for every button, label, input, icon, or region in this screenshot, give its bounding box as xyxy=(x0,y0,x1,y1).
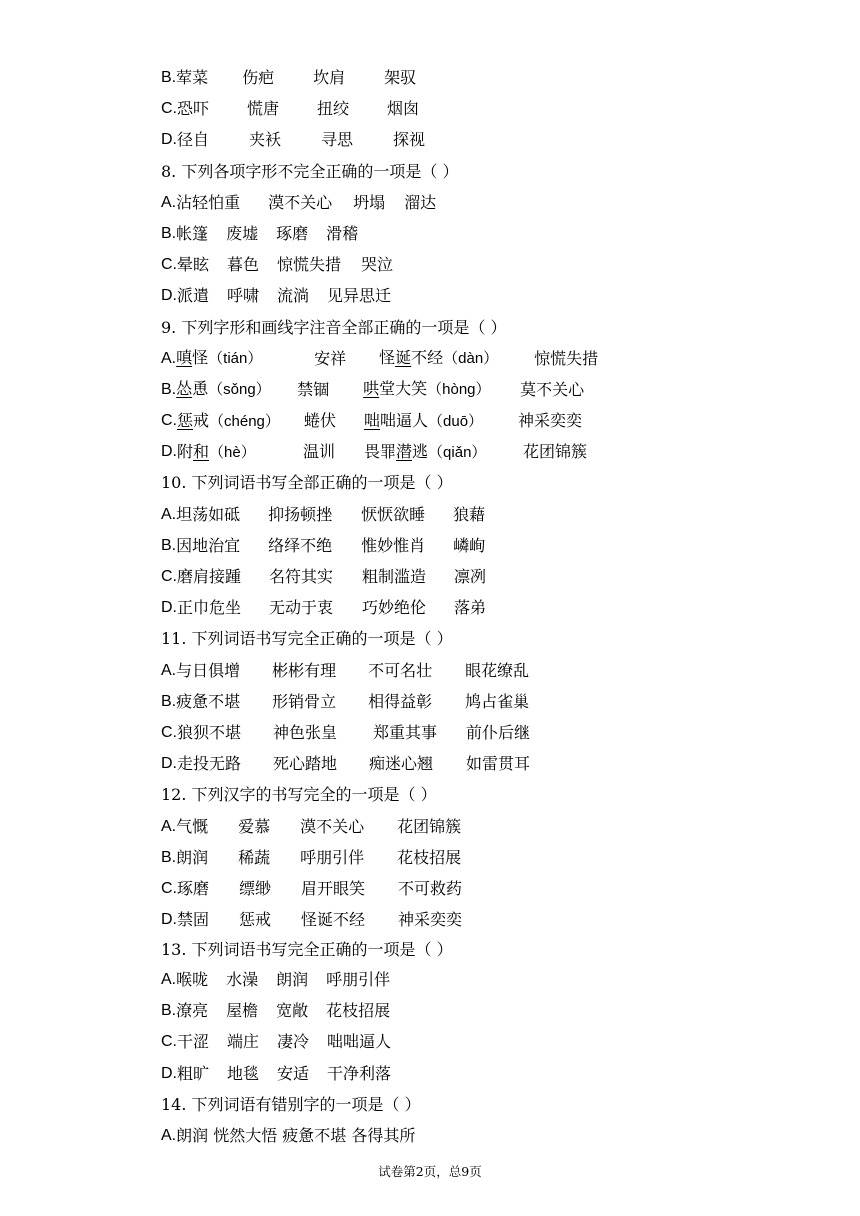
option-word: 气慨 xyxy=(176,816,209,836)
option-word: 花团锦簇 xyxy=(523,442,588,462)
option-letter: C. xyxy=(161,723,177,741)
option-word: 扭绞 xyxy=(317,99,350,119)
question-14 xyxy=(161,1089,821,1151)
option-word: 哭泣 xyxy=(361,255,394,275)
option-row xyxy=(161,873,821,904)
option-word: 郑重其事 xyxy=(373,722,438,742)
option-row xyxy=(161,904,821,935)
option-word: 巧妙绝伦 xyxy=(362,598,427,618)
option-word: 寻思 xyxy=(321,130,354,150)
option-word: 慌唐 xyxy=(247,99,280,119)
option-letter: D. xyxy=(161,443,177,461)
option-row xyxy=(161,842,821,873)
option-word: 见异思迁 xyxy=(327,286,392,306)
option-word: 喉咙 xyxy=(176,970,209,990)
option-word: 温训 xyxy=(303,442,336,462)
option-row xyxy=(161,93,821,124)
question-stem: 12. 下列汉字的书写完全的一项是（ ） xyxy=(161,785,437,805)
option-letter: D. xyxy=(161,911,177,929)
option-letter: C. xyxy=(161,100,177,118)
option-letter: B. xyxy=(161,69,177,86)
option-word: 无动于衷 xyxy=(269,598,334,618)
option-word: 花枝招展 xyxy=(326,1001,391,1021)
option-word: 伤疤 xyxy=(242,68,275,87)
option-word: 疲惫不堪 xyxy=(176,691,241,711)
question-stem: 11. 下列词语书写完全正确的一项是（ ） xyxy=(161,629,453,649)
option-word: 溜达 xyxy=(404,192,437,212)
option-word: 呼朋引伴 xyxy=(326,970,391,990)
option-word: 漠不关心 xyxy=(268,192,333,212)
option-word: 因地治宜 xyxy=(176,535,241,555)
option-row xyxy=(161,592,821,623)
option-word: 缥缈 xyxy=(239,878,272,898)
option-entry: 怪诞不经（dàn） xyxy=(379,348,499,368)
option-word: 磨肩接踵 xyxy=(177,567,242,586)
option-entry: 畏罪潜逃（qiǎn） xyxy=(364,441,487,461)
option-word: 潦亮 xyxy=(176,1001,209,1021)
option-word: 探视 xyxy=(393,130,426,150)
underlined-char: 诞 xyxy=(395,348,412,368)
option-word: 不可名壮 xyxy=(368,660,433,680)
option-word: 恹恹欲睡 xyxy=(361,504,426,524)
option-row xyxy=(161,1026,821,1057)
option-word: 坍塌 xyxy=(353,192,386,212)
exam-page-content xyxy=(161,62,821,1151)
option-word: 粗制滥造 xyxy=(362,567,427,586)
question-stem: 9. 下列字形和画线字注音全部正确的一项是（ ） xyxy=(161,317,507,337)
option-word: 惊慌失措 xyxy=(534,348,599,368)
option-word: 禁锢 xyxy=(297,379,330,399)
option-word: 稀蔬 xyxy=(238,847,271,867)
option-letter: A. xyxy=(161,817,177,835)
question-7-options xyxy=(161,62,821,156)
option-row xyxy=(161,499,821,530)
option-letter: A. xyxy=(161,349,177,367)
option-word: 夹袄 xyxy=(249,130,282,150)
option-word: 荤菜 xyxy=(176,68,209,87)
option-word: 安适 xyxy=(277,1063,310,1083)
option-word: 落弟 xyxy=(454,598,487,618)
option-word: 相得益彰 xyxy=(368,691,433,711)
option-entry: 附和（hè） xyxy=(177,441,256,461)
option-word: 漠不关心 xyxy=(300,816,365,836)
option-word: 径自 xyxy=(177,130,210,150)
option-word: 死心踏地 xyxy=(273,754,338,774)
option-letter: A. xyxy=(161,971,177,989)
option-row xyxy=(161,124,821,155)
option-row xyxy=(161,811,821,842)
option-row xyxy=(161,965,821,995)
option-word: 神采奕奕 xyxy=(398,910,463,930)
option-letter: C. xyxy=(161,879,177,897)
option-word: 前仆后继 xyxy=(466,722,531,742)
option-word: 神采奕奕 xyxy=(518,411,583,431)
option-word: 朗润 xyxy=(276,970,309,990)
option-word: 宽敞 xyxy=(276,1001,309,1021)
pinyin: （hòng） xyxy=(427,381,491,399)
option-word: 琢磨 xyxy=(177,878,210,898)
option-letter: D. xyxy=(161,1064,177,1082)
option-row xyxy=(161,995,821,1026)
option-row xyxy=(161,405,821,436)
option-word: 安祥 xyxy=(314,348,347,368)
option-word: 惊慌失措 xyxy=(277,255,342,275)
option-word: 与日俱增 xyxy=(176,660,241,680)
option-word: 爱慕 xyxy=(238,816,271,836)
option-row xyxy=(161,748,821,779)
underlined-char: 惩 xyxy=(177,410,194,430)
option-word: 架驭 xyxy=(384,68,417,87)
option-letter: A. xyxy=(161,1127,177,1144)
option-word: 鸠占雀巢 xyxy=(465,691,530,711)
option-letter: C. xyxy=(161,256,177,274)
option-row xyxy=(161,1120,821,1151)
option-word: 正巾危坐 xyxy=(177,598,242,618)
option-word: 废墟 xyxy=(226,223,259,243)
option-letter: D. xyxy=(161,131,177,149)
question-11 xyxy=(161,623,821,779)
option-row xyxy=(161,374,821,405)
option-letter: B. xyxy=(161,692,177,710)
pinyin: （qiǎn） xyxy=(428,443,487,461)
option-word: 呼朋引伴 xyxy=(300,847,365,867)
option-row xyxy=(161,561,821,592)
option-word: 暮色 xyxy=(227,255,260,275)
underlined-char: 嗔 xyxy=(176,348,193,368)
option-letter: C. xyxy=(161,412,177,430)
option-entry: 怂恿（sǒng） xyxy=(176,379,271,399)
option-word: 络绎不绝 xyxy=(268,535,333,555)
option-word: 流淌 xyxy=(277,286,310,306)
option-row xyxy=(161,343,821,374)
option-row xyxy=(161,717,821,748)
option-row xyxy=(161,280,821,311)
option-word: 走投无路 xyxy=(177,754,242,774)
option-word: 痴迷心翘 xyxy=(369,754,434,774)
option-entry: 嗔怪（tián） xyxy=(176,348,263,368)
option-word: 粗旷 xyxy=(177,1063,210,1083)
option-word: 眼花缭乱 xyxy=(465,660,530,680)
option-word: 狼狈不堪 xyxy=(177,722,242,742)
pinyin: （duō） xyxy=(428,412,484,430)
option-word: 狼藉 xyxy=(453,504,486,524)
option-word: 坎肩 xyxy=(313,68,346,87)
option-word: 禁固 xyxy=(177,910,210,930)
option-word: 惩戒 xyxy=(239,910,272,930)
option-letter: A. xyxy=(161,661,177,679)
option-row xyxy=(161,655,821,686)
option-row xyxy=(161,530,821,561)
option-word: 如雷贯耳 xyxy=(466,754,531,774)
question-9 xyxy=(161,312,821,468)
pinyin: （chéng） xyxy=(209,412,280,430)
option-word: 花团锦簇 xyxy=(397,816,462,836)
option-word: 地毯 xyxy=(227,1063,260,1083)
option-letter: A. xyxy=(161,505,177,523)
option-word: 眉开眼笑 xyxy=(301,878,366,898)
option-word: 怪诞不经 xyxy=(301,910,366,930)
underlined-char: 潜 xyxy=(396,441,413,461)
option-word: 花枝招展 xyxy=(397,847,462,867)
option-row xyxy=(161,62,821,93)
question-10 xyxy=(161,467,821,623)
option-row xyxy=(161,249,821,280)
option-letter: D. xyxy=(161,287,177,305)
pinyin: （dàn） xyxy=(443,350,499,368)
option-word: 恐吓 xyxy=(177,99,210,119)
option-word: 琢磨 xyxy=(276,223,309,243)
option-word: 神色张皇 xyxy=(273,722,338,742)
option-word: 呼啸 xyxy=(227,286,260,306)
option-letter: C. xyxy=(161,1033,177,1051)
question-12 xyxy=(161,779,821,935)
underlined-char: 和 xyxy=(193,441,210,461)
option-word: 晕眩 xyxy=(177,255,210,275)
question-13 xyxy=(161,935,821,1089)
pinyin: （hè） xyxy=(209,443,256,461)
question-stem: 10. 下列词语书写全部正确的一项是（ ） xyxy=(161,473,453,493)
option-word: 坦荡如砥 xyxy=(176,504,241,524)
option-letter: B. xyxy=(161,536,177,554)
option-row xyxy=(161,187,821,218)
option-word: 沾轻怕重 xyxy=(176,192,241,212)
option-letter: B. xyxy=(161,380,177,398)
option-word: 干净利落 xyxy=(327,1063,392,1083)
option-letter: A. xyxy=(161,193,177,211)
question-stem: 14. 下列词语有错别字的一项是（ ） xyxy=(161,1094,421,1114)
pinyin: （sǒng） xyxy=(208,381,271,399)
option-word: 不可救药 xyxy=(398,878,463,898)
option-letter: D. xyxy=(161,755,177,773)
option-word: 彬彬有理 xyxy=(272,660,337,680)
page-footer: 试卷第2页，总9页 xyxy=(378,1164,482,1179)
option-word: 屋檐 xyxy=(226,1001,259,1021)
option-entry: 哄堂大笑（hòng） xyxy=(363,379,491,399)
option-text: 朗润 恍然大悟 疲惫不堪 各得其所 xyxy=(176,1126,416,1145)
underlined-char: 哄 xyxy=(363,379,380,399)
underlined-char: 咄 xyxy=(364,410,381,430)
option-word: 咄咄逼人 xyxy=(327,1032,392,1052)
question-stem: 13. 下列词语书写完全正确的一项是（ ） xyxy=(161,940,453,960)
option-row xyxy=(161,1058,821,1089)
option-row xyxy=(161,218,821,249)
option-word: 凄冷 xyxy=(277,1032,310,1052)
option-word: 形销骨立 xyxy=(272,691,337,711)
option-word: 滑稽 xyxy=(326,223,359,243)
option-letter: B. xyxy=(161,848,177,866)
option-word: 惟妙惟肖 xyxy=(361,535,426,555)
question-stem: 8. 下列各项字形不完全正确的一项是（ ） xyxy=(161,161,459,181)
option-letter: B. xyxy=(161,1002,177,1020)
option-entry: 惩戒（chéng） xyxy=(177,410,280,430)
option-word: 帐篷 xyxy=(176,223,209,243)
question-8 xyxy=(161,156,821,312)
option-word: 凛冽 xyxy=(454,567,487,586)
option-word: 名符其实 xyxy=(269,567,334,586)
option-letter: C. xyxy=(161,568,177,585)
underlined-char: 怂 xyxy=(176,379,193,399)
option-word: 抑扬顿挫 xyxy=(268,504,333,524)
option-word: 莫不关心 xyxy=(520,379,585,399)
option-word: 蜷伏 xyxy=(304,411,337,431)
option-word: 干涩 xyxy=(177,1032,210,1052)
option-word: 朗润 xyxy=(176,847,209,867)
option-word: 嶙峋 xyxy=(453,535,486,555)
option-word: 端庄 xyxy=(227,1032,260,1052)
option-entry: 咄咄逼人（duō） xyxy=(364,410,484,430)
option-word: 烟囱 xyxy=(387,99,420,119)
pinyin: （tián） xyxy=(208,350,263,368)
option-letter: D. xyxy=(161,599,177,617)
option-word: 水澡 xyxy=(226,970,259,990)
option-word: 派遣 xyxy=(177,286,210,306)
option-row xyxy=(161,686,821,717)
option-row xyxy=(161,436,821,467)
option-letter: B. xyxy=(161,224,177,242)
